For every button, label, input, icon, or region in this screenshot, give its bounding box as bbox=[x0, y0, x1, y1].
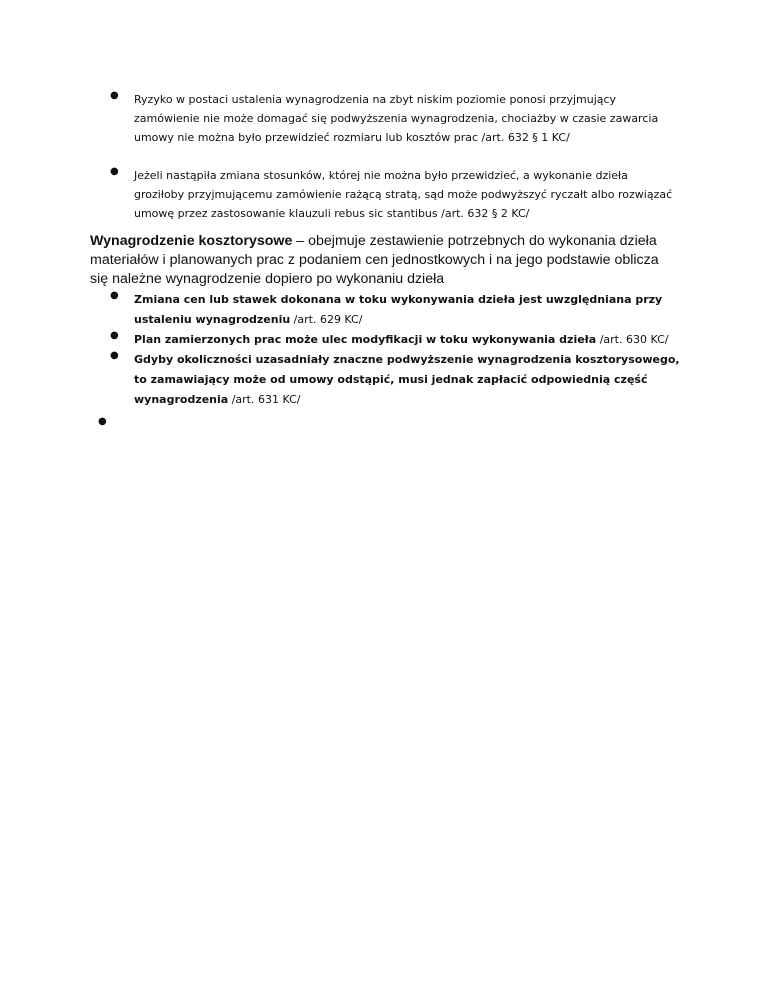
section-definition: – obejmuje zestawienie potrzebnych do wykonania dzieła materiałów i planowanych prac z podaniem cen jednostkowych i na jego podstawie oblicza się należne wynagrodzenie dopiero po wykonaniu dzieła bbox=[90, 233, 659, 287]
article-reference: /art. 630 KC/ bbox=[596, 333, 669, 346]
cost-estimate-definition bbox=[90, 232, 680, 289]
list-item-bold-text: Gdyby okoliczności uzasadniały znaczne podwyższenie wynagrodzenia kosztorysowego, to zamawiający może od umowy odstąpić, musi jednak zapłacić odpowiednią część wynagrodzenia bbox=[134, 353, 680, 406]
bullet-icon: ● bbox=[110, 330, 119, 341]
list-item bbox=[110, 166, 680, 223]
bullet-icon: ● bbox=[110, 166, 119, 177]
cost-estimate-list bbox=[110, 290, 680, 410]
bullet-icon: ● bbox=[98, 416, 107, 427]
lump-sum-risk-list bbox=[110, 90, 680, 223]
list-item-text: Ryzyko w postaci ustalenia wynagrodzenia na zbyt niskim poziomie ponosi przyjmujący zamówienie nie może domagać się podwyższenia wynagrodzenia, chociażby w czasie zawarcia umowy nie można było przewidzieć rozmiaru lub kosztów prac /art. 632 § 1 KC/ bbox=[134, 93, 659, 144]
list-item-text: Jeżeli nastąpiła zmiana stosunków, której nie można było przewidzieć, a wykonanie dzieła groziłoby przyjmującemu zamówienie rażącą stratą, sąd może podwyższyć ryczałt albo rozwiązać umowę przez zastosowanie klauzuli rebus sic stantibus /art. 632 § 2 KC/ bbox=[134, 169, 673, 220]
list-item-bold-text: Zmiana cen lub stawek dokonana w toku wykonywania dzieła jest uwzględniana przy ustaleniu wynagrodzeniu bbox=[134, 293, 663, 326]
list-item bbox=[110, 90, 680, 147]
list-item bbox=[110, 330, 680, 350]
bullet-icon: ● bbox=[110, 350, 119, 361]
list-item bbox=[110, 290, 680, 330]
bullet-icon: ● bbox=[110, 290, 119, 301]
bullet-icon: ● bbox=[110, 90, 119, 101]
article-reference: /art. 631 KC/ bbox=[228, 393, 301, 406]
list-item bbox=[110, 350, 680, 410]
section-term: Wynagrodzenie kosztorysowe bbox=[90, 233, 293, 249]
article-reference: /art. 629 KC/ bbox=[290, 313, 363, 326]
list-item-bold-text: Plan zamierzonych prac może ulec modyfikacji w toku wykonywania dzieła bbox=[134, 333, 597, 346]
empty-list-item bbox=[98, 416, 118, 436]
